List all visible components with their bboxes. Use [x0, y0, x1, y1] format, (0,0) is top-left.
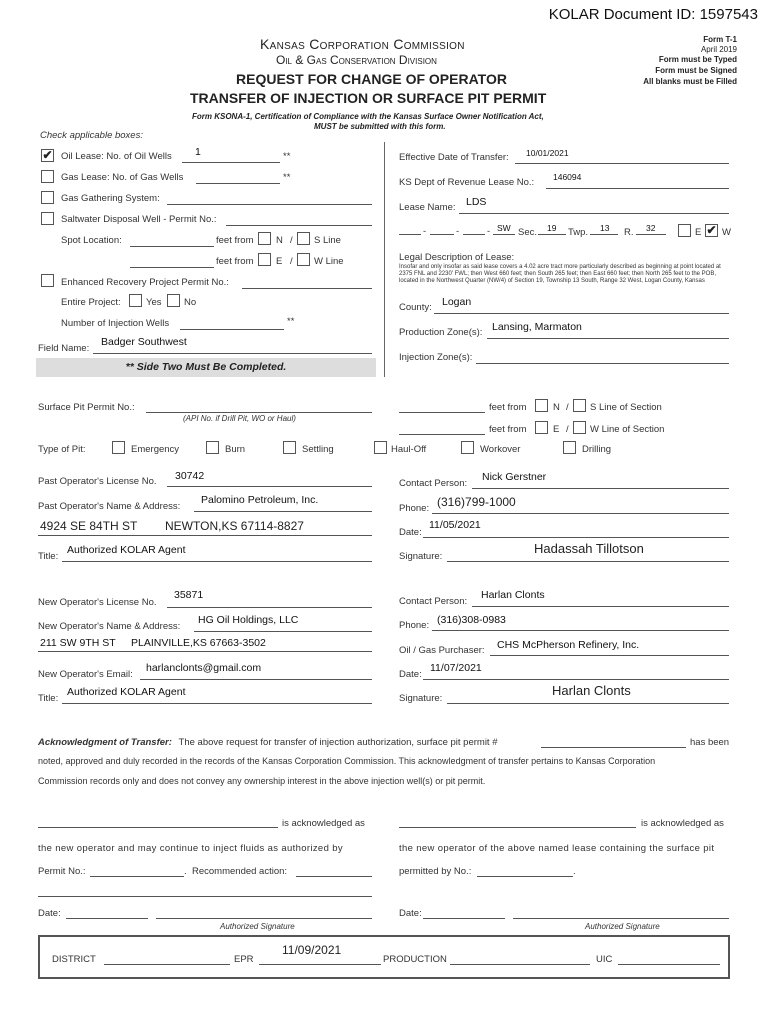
- epr-date-value[interactable]: 11/09/2021: [282, 943, 342, 957]
- new-phone-value[interactable]: (316)308-0983: [437, 614, 506, 626]
- dash: -: [487, 226, 491, 237]
- new-date-label: Date:: [399, 669, 422, 680]
- new-license-value[interactable]: 35871: [174, 589, 204, 601]
- r-value[interactable]: 32: [646, 223, 656, 233]
- no-label: No: [184, 297, 197, 308]
- injection-zone-label: Injection Zone(s):: [399, 352, 473, 363]
- county-label: County:: [399, 302, 432, 313]
- past-title-label: Title:: [38, 551, 59, 562]
- s-line-label: S Line: [314, 235, 341, 246]
- past-license-label: Past Operator's License No.: [38, 476, 157, 487]
- purchaser-label: Oil / Gas Purchaser:: [399, 645, 485, 656]
- period: .: [184, 866, 187, 877]
- oil-lease-label: Oil Lease: No. of Oil Wells: [61, 151, 172, 162]
- form-title-1: REQUEST FOR CHANGE OF OPERATOR: [236, 71, 507, 87]
- field-name-label: Field Name:: [38, 343, 90, 354]
- gas-gathering-checkbox[interactable]: [41, 191, 54, 204]
- past-date-value[interactable]: 11/05/2021: [429, 519, 481, 531]
- ack-date-left-label: Date:: [38, 908, 61, 919]
- twp-value[interactable]: 13: [600, 223, 610, 233]
- past-contact-label: Contact Person:: [399, 478, 468, 489]
- pit-n-checkbox[interactable]: [535, 399, 548, 412]
- no-checkbox[interactable]: [167, 294, 180, 307]
- oil-lease-checkbox[interactable]: ✔: [42, 148, 53, 162]
- range-w-checkbox[interactable]: ✔: [706, 223, 717, 237]
- w-checkbox[interactable]: [297, 253, 310, 266]
- new-phone-label: Phone:: [399, 620, 430, 631]
- district-label: DISTRICT: [52, 954, 96, 965]
- pit-s-line-label: S Line of Section: [590, 402, 662, 413]
- sec-value[interactable]: 19: [547, 223, 557, 233]
- dash: -: [423, 226, 427, 237]
- emergency-checkbox[interactable]: [112, 441, 125, 454]
- period: .: [573, 866, 576, 877]
- form-filled-note: All blanks must be Filled: [643, 77, 737, 86]
- permit-no-label: Permit No.:: [38, 866, 86, 877]
- new-title-label: Title:: [38, 693, 59, 704]
- production-zone-label: Production Zone(s):: [399, 327, 483, 338]
- oil-wells-value[interactable]: 1: [195, 146, 201, 158]
- lease-name-value[interactable]: LDS: [466, 196, 487, 208]
- entire-project-label: Entire Project:: [61, 297, 121, 308]
- new-contact-label: Contact Person:: [399, 596, 468, 607]
- past-signature-value[interactable]: Hadassah Tillotson: [534, 541, 644, 556]
- haul-off-label: Haul-Off: [391, 444, 427, 455]
- new-name-label: New Operator's Name & Address:: [38, 621, 181, 632]
- haul-off-checkbox[interactable]: [374, 441, 387, 454]
- swd-checkbox[interactable]: [41, 212, 54, 225]
- ks-dept-label: KS Dept of Revenue Lease No.:: [399, 177, 535, 188]
- legal-description-text[interactable]: Insofar and only insofar as said lease covers a 4.02 acre tract more particularly described as beginning at point located at 2375 FNL and 2230' FWL; then West 660 feet; then South 265 feet; then East 660 feet; then North 265 feet to the POB, located in the Northwest Quarter (NW/4) of Section 19, Township 13 South, Range 32 West, Logan County, Kansas: [399, 264, 721, 284]
- auth-sig-right: Authorized Signature: [585, 922, 660, 931]
- settling-label: Settling: [302, 444, 334, 455]
- lease-name-label: Lease Name:: [399, 202, 456, 213]
- feet-from-label: feet from: [216, 256, 254, 267]
- footer-box: [38, 935, 730, 979]
- gas-lease-label: Gas Lease: No. of Gas Wells: [61, 172, 184, 183]
- burn-label: Burn: [225, 444, 246, 455]
- county-value[interactable]: Logan: [442, 296, 472, 308]
- range-e-label: E: [695, 227, 702, 238]
- n-label: N: [276, 235, 283, 246]
- auth-sig-left: Authorized Signature: [220, 922, 295, 931]
- pit-feet-from: feet from: [489, 402, 527, 413]
- form-subtitle-2: MUST be submitted with this form.: [314, 122, 446, 131]
- past-name-value[interactable]: Palomino Petroleum, Inc.: [201, 494, 319, 506]
- new-name-value[interactable]: HG Oil Holdings, LLC: [198, 614, 299, 626]
- check-boxes-label: Check applicable boxes:: [40, 130, 143, 141]
- form-subtitle-1: Form KSONA-1, Certification of Compliance with the Kansas Surface Owner Notification Act,: [192, 112, 544, 121]
- workover-checkbox[interactable]: [461, 441, 474, 454]
- past-name-label: Past Operator's Name & Address:: [38, 501, 181, 512]
- gas-gathering-label: Gas Gathering System:: [61, 193, 160, 204]
- yes-label: Yes: [146, 297, 162, 308]
- ack-right-text: the new operator of the above named lease containing the surface pit: [399, 843, 715, 854]
- drilling-checkbox[interactable]: [563, 441, 576, 454]
- range-w-label: W: [722, 227, 731, 238]
- sec-label: Sec.: [518, 227, 538, 238]
- ack-text-1: The above request for transfer of injection authorization, surface pit permit #: [178, 737, 498, 748]
- swd-label: Saltwater Disposal Well - Permit No.:: [61, 214, 217, 225]
- new-address-value[interactable]: 211 SW 9TH ST: [40, 637, 116, 649]
- form-date: April 2019: [700, 45, 737, 54]
- range-e-checkbox[interactable]: [678, 224, 691, 237]
- pit-w-checkbox[interactable]: [573, 421, 586, 434]
- gas-lease-checkbox[interactable]: [41, 170, 54, 183]
- new-signature-value[interactable]: Harlan Clonts: [552, 683, 631, 698]
- legal-description-label: Legal Description of Lease:: [399, 252, 515, 263]
- new-contact-value[interactable]: Harlan Clonts: [481, 589, 545, 601]
- pit-s-checkbox[interactable]: [573, 399, 586, 412]
- effective-date-value[interactable]: 10/01/2021: [526, 148, 569, 158]
- spot-location-label: Spot Location:: [61, 235, 122, 246]
- ack-date-right-label: Date:: [399, 908, 422, 919]
- slash: /: [566, 424, 569, 435]
- ks-dept-value[interactable]: 146094: [553, 172, 582, 182]
- new-email-label: New Operator's Email:: [38, 669, 133, 680]
- ack-bold: Acknowledgment of Transfer:: [38, 737, 172, 748]
- pit-e-label: E: [553, 424, 560, 435]
- ack-has-been: has been: [690, 737, 730, 748]
- past-phone-value[interactable]: (316)799-1000: [437, 495, 516, 509]
- stars-note: **: [283, 151, 291, 162]
- dash: -: [456, 226, 460, 237]
- ack-line-1: [38, 737, 498, 748]
- org-name: Kansas Corporation Commission: [260, 36, 465, 52]
- ack-line-2: noted, approved and duly recorded in the records of the Kansas Corporation Commission. This acknowledgment of transfer pertains to Kansas Corporation: [38, 756, 656, 766]
- drilling-label: Drilling: [582, 444, 612, 455]
- past-date-label: Date:: [399, 527, 422, 538]
- permitted-by-label: permitted by No.:: [399, 866, 472, 877]
- settling-checkbox[interactable]: [283, 441, 296, 454]
- feet-from-label: feet from: [216, 235, 254, 246]
- past-title-value[interactable]: Authorized KOLAR Agent: [67, 544, 186, 556]
- side-two-note: [36, 358, 376, 377]
- s-checkbox[interactable]: [297, 232, 310, 245]
- past-signature-label: Signature:: [399, 551, 443, 562]
- yes-checkbox[interactable]: [129, 294, 142, 307]
- w-line-label: W Line: [314, 256, 344, 267]
- new-title-value[interactable]: Authorized KOLAR Agent: [67, 686, 186, 698]
- stars-note: **: [287, 316, 295, 327]
- r-label: R.: [624, 227, 634, 238]
- enhanced-recovery-checkbox[interactable]: [41, 274, 54, 287]
- n-checkbox[interactable]: [258, 232, 271, 245]
- slash: /: [566, 402, 569, 413]
- division-name: Oil & Gas Conservation Division: [276, 53, 437, 67]
- form-number: Form T-1: [703, 35, 737, 44]
- quarter-value[interactable]: SW: [497, 223, 511, 233]
- past-address-value[interactable]: 4924 SE 84TH ST: [40, 519, 138, 533]
- new-email-value[interactable]: harlanclonts@gmail.com: [146, 662, 262, 674]
- new-city-value[interactable]: PLAINVILLE,KS 67663-3502: [131, 637, 266, 649]
- production-zone-value[interactable]: Lansing, Marmaton: [492, 321, 582, 333]
- pit-permit-label: Surface Pit Permit No.:: [38, 402, 135, 413]
- ack-left-text: the new operator and may continue to inject fluids as authorized by: [38, 843, 343, 854]
- enhanced-recovery-label: Enhanced Recovery Project Permit No.:: [61, 277, 229, 288]
- ack-is-acknowledged-right: is acknowledged as: [641, 818, 724, 829]
- slash: /: [290, 256, 293, 267]
- past-contact-value[interactable]: Nick Gerstner: [482, 471, 547, 483]
- workover-label: Workover: [480, 444, 521, 455]
- form-title-2: TRANSFER OF INJECTION OR SURFACE PIT PERMIT: [190, 90, 547, 106]
- ack-is-acknowledged-left: is acknowledged as: [282, 818, 365, 829]
- num-injection-wells-label: Number of Injection Wells: [61, 318, 170, 329]
- form-signed-note: Form must be Signed: [655, 66, 737, 75]
- slash: /: [290, 235, 293, 246]
- past-phone-label: Phone:: [399, 503, 430, 514]
- e-label: E: [276, 256, 283, 267]
- burn-checkbox[interactable]: [206, 441, 219, 454]
- api-note: (API No. if Drill Pit, WO or Haul): [183, 414, 296, 423]
- form-typed-note: Form must be Typed: [658, 55, 737, 64]
- new-license-label: New Operator's License No.: [38, 597, 157, 608]
- emergency-label: Emergency: [131, 444, 180, 455]
- uic-label: UIC: [596, 954, 613, 965]
- pit-e-checkbox[interactable]: [535, 421, 548, 434]
- pit-n-label: N: [553, 402, 560, 413]
- stars-note: **: [283, 172, 291, 183]
- twp-label: Twp.: [568, 227, 589, 238]
- new-date-value[interactable]: 11/07/2021: [430, 662, 482, 674]
- ack-line-3: Commission records only and does not convey any ownership interest in the above injection well(s) or pit permit.: [38, 776, 486, 786]
- effective-date-label: Effective Date of Transfer:: [399, 152, 509, 163]
- pit-w-line-label: W Line of Section: [590, 424, 665, 435]
- e-checkbox[interactable]: [258, 253, 271, 266]
- past-city-value[interactable]: NEWTON,KS 67114-8827: [165, 519, 304, 533]
- epr-label: EPR: [234, 954, 254, 965]
- new-signature-label: Signature:: [399, 693, 443, 704]
- document-id: KOLAR Document ID: 1597543: [548, 6, 758, 23]
- pit-type-label: Type of Pit:: [38, 444, 86, 455]
- purchaser-value[interactable]: CHS McPherson Refinery, Inc.: [497, 639, 640, 651]
- production-label: PRODUCTION: [383, 954, 447, 965]
- field-name-value[interactable]: Badger Southwest: [101, 336, 187, 348]
- pit-feet-from: feet from: [489, 424, 527, 435]
- side-two-text: ** Side Two Must Be Completed.: [125, 361, 287, 373]
- recommended-label: Recommended action:: [192, 866, 288, 877]
- past-license-value[interactable]: 30742: [175, 470, 205, 482]
